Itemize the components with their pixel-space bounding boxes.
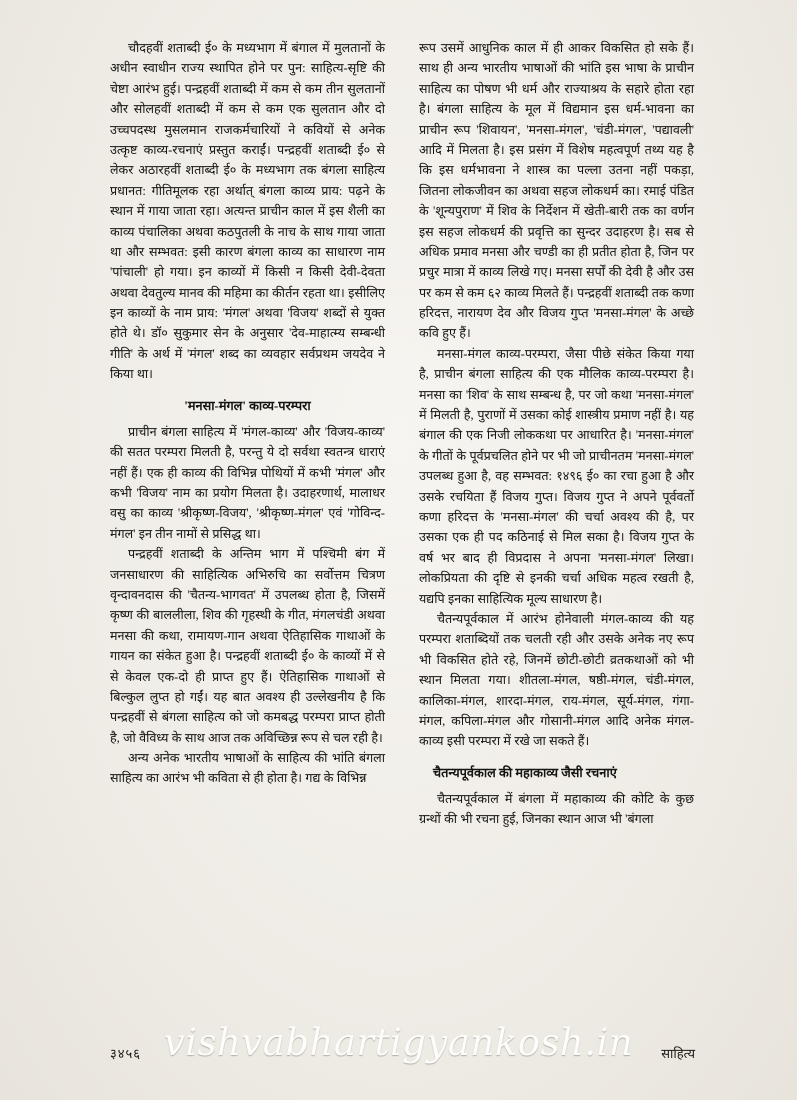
left-column (110, 38, 385, 998)
paragraph: चौदहवीं शताब्दी ई० के मध्यभाग में बंगाल में मुलतानों के अधीन स्वाधीन राज्य स्थापित होने पर पुन: साहित्य-सृष्टि की चेष्टा आरंभ हुई। पन्द्रहवीं शताब्दी में कम से कम तीन सुलतानों और सोलहवीं शताब्दी में कम से कम एक सुलतान और दो उच्चपदस्थ मुसलमान राजकर्मचारियों ने कवियों से अनेक उत्कृष्ट काव्य-रचनाएं प्रस्तुत कराईं। पन्द्रहवीं शताब्दी ई० से लेकर अठारहवीं शताब्दी ई० के मध्यभाग तक बंगला साहित्य प्रधानत: गीतिमूलक रहा अर्थात् बंगला काव्य प्राय: पढ़ने के स्थान में गाया जाता रहा। अत्यन्त प्राचीन काल में इस शैली का काव्य पंचालिका अथवा कठपुतली के नाच के साथ गाया जाता था और सम्भवत: इसी कारण बंगला काव्य का साधारण नाम 'पांचाली' हो गया। इन काव्यों में किसी न किसी देवी-देवता अथवा देवतुल्य मानव की महिमा का कीर्तन रहता था। इसीलिए इन काव्यों के नाम प्राय: 'मंगल' अथवा 'विजय' शब्दों से युक्त होते थे। डॉ० सुकुमार सेन के अनुसार 'देव-माहात्म्य सम्बन्धी गीति' के अर्थ में 'मंगल' शब्द का व्यवहार सर्वप्रथम जयदेव ने किया था। (110, 41, 385, 382)
section-heading-mansa-mangal: 'मनसा-मंगल' काव्य-परम्परा (184, 398, 311, 413)
footer-subject-label: साहित्य (661, 1046, 695, 1061)
paragraph: पन्द्रहवीं शताब्दी के अन्तिम भाग में पश्चिमी बंग में जनसाधारण की साहित्यिक अभिरुचि का सर्वोत्तम चित्रण वृन्दावनदास की 'चैतन्य-भागवत' में उपलब्ध होता है, जिसमें कृष्ण की बाललीला, शिव की गृहस्थी के गीत, मंगलचंडी अथवा मनसा की कथा, रामायण-गान अथवा ऐतिहासिक गाथाओं के गायन का संकेत हुआ है। पन्द्रहवीं शताब्दी ई० के काव्यों में से से केवल एक-दो ही प्राप्त हुए हैं। ऐतिहासिक गाथाओं से बिल्कुल लुप्त हो गईं। यह बात अवश्य ही उल्लेखनीय है कि पन्द्रहवीं से बंगला साहित्य को जो कमबद्ध परम्परा प्राप्त होती है, जो वैविध्य के साथ आज तक अविच्छिन्न रूप से चल रही है। (110, 547, 385, 745)
paragraph: प्राचीन बंगला साहित्य में 'मंगल-काव्य' और 'विजय-काव्य' की सतत परम्परा मिलती है, परन्तु ये दो सर्वथा स्वतन्त्र धाराएं नहीं हैं। एक ही काव्य की विभिन्न पोथियों में कभी 'मंगल' और कभी 'विजय' नाम का प्रयोग मिलता है। उदाहरणार्थ, मालाधर वसु का काव्य 'श्रीकृष्ण-विजय', 'श्रीकृष्ण-मंगल' एवं 'गोविन्द-मंगल' इन तीन नामों से प्रसिद्ध था। (110, 424, 385, 541)
paragraph: मनसा-मंगल काव्य-परम्परा, जैसा पीछे संकेत किया गया है, प्राचीन बंगला साहित्य की एक मौलिक काव्य-परम्परा है। मनसा का 'शिव' के साथ सम्बन्ध है, पर जो कथा 'मनसा-मंगल' में मिलती है, पुराणों में उसका कोई शास्त्रीय प्रमाण नहीं है। यह बंगाल की एक निजी लोककथा पर आधारित है। 'मनसा-मंगल' के गीतों के पूर्वप्रचलित होने पर भी जो प्राचीनतम 'मनसा-मंगल' उपलब्ध हुआ है, वह सम्भवत: १४९६ ई० का रचा हुआ है और उसके रचयिता हैं विजय गुप्त। विजय गुप्त ने अपने पूर्ववर्तो कणा हरिदत्त के 'मनसा-मंगल' की चर्चा अवश्य की है, पर उसका एक ही पद कठिनाई से मिल सका है। विजय गुप्त के वर्ष भर बाद ही विप्रदास ने अपना 'मनसा-मंगल' लिखा। लोकप्रियता की दृष्टि से इनकी चर्चा अधिक महत्व रखती है, यद्यपि इनका साहित्यिक मूल्य साधारण है। (419, 346, 694, 606)
paragraph: अन्य अनेक भारतीय भाषाओं के साहित्य की भांति बंगला साहित्य का आरंभ भी कविता से ही होता है। गद्य के विभिन्न (110, 751, 385, 786)
paragraph: चैतन्यपूर्वकाल में बंगला में महाकाव्य की कोटि के कुछ ग्रन्थों की भी रचना हुई, जिनका स्थान आज भी 'बंगला (419, 791, 694, 827)
page-footer (110, 1044, 695, 1062)
two-column-body (110, 38, 695, 998)
paragraph: रूप उसमें आधुनिक काल में ही आकर विकसित हो सके हैं। साथ ही अन्य भारतीय भाषाओं की भांति इस भाषा के प्राचीन साहित्य का पोषण भी धर्म और राज्याश्रय के सहारे होता रहा है। बंगला साहित्य के मूल में विद्यमान इस धर्म-भावना का प्राचीन रूप 'शिवायन', 'मनसा-मंगल', 'चंडी-मंगल', 'पद्यावली' आदि में मिलता है। इस प्रसंग में विशेष महत्वपूर्ण तथ्य यह है कि इस धर्मभावना ने शास्त्र का पल्ला उतना नहीं पकड़ा, जितना लोकजीवन का अथवा सहज लोकधर्म का। रमाई पंडित के 'शून्यपुराण' में शिव के निर्देशन में खेती-बारी तक का वर्णन इस सहज लोकधर्म की प्रवृत्ति का सुन्दर उदाहरण है। सब से अधिक प्रमाव मनसा और चण्डी का ही प्रतीत होता है, जिन पर प्रचुर मात्रा में काव्य लिखे गए। मनसा सर्पों की देवी है और उस पर कम से कम ६२ काव्य मिलते हैं। पन्द्रहवीं शताब्दी तक कणा हरिदत्त, नारायण देव और विजय गुप्त 'मनसा-मंगल' के अच्छे कवि हुए हैं। (419, 41, 694, 341)
paragraph: चैतन्यपूर्वकाल में आरंभ होनेवाली मंगल-काव्य की यह परम्परा शताब्दियों तक चलती रही और उसके अनेक नए रूप भी विकसित होते रहे, जिनमें छोटी-छोटी व्रतकथाओं को भी स्थान मिलता गया। शीतला-मंगल, षष्ठी-मंगल, चंडी-मंगल, कालिका-मंगल, शारदा-मंगल, राय-मंगल, सूर्य-मंगल, गंगा-मंगल, कपिला-मंगल और गोसानी-मंगल आदि अनेक मंगल-काव्य इसी परम्परा में रखे जा सकते हैं। (419, 611, 694, 749)
page-number: ३४५६ (110, 1046, 142, 1061)
right-column (419, 38, 694, 998)
watermark: vishvabhartigyankosh.in (163, 1021, 634, 1064)
section-heading-chaitanya: चैतन्यपूर्वकाल की महाकाव्य जैसी रचनाएं (433, 765, 617, 780)
